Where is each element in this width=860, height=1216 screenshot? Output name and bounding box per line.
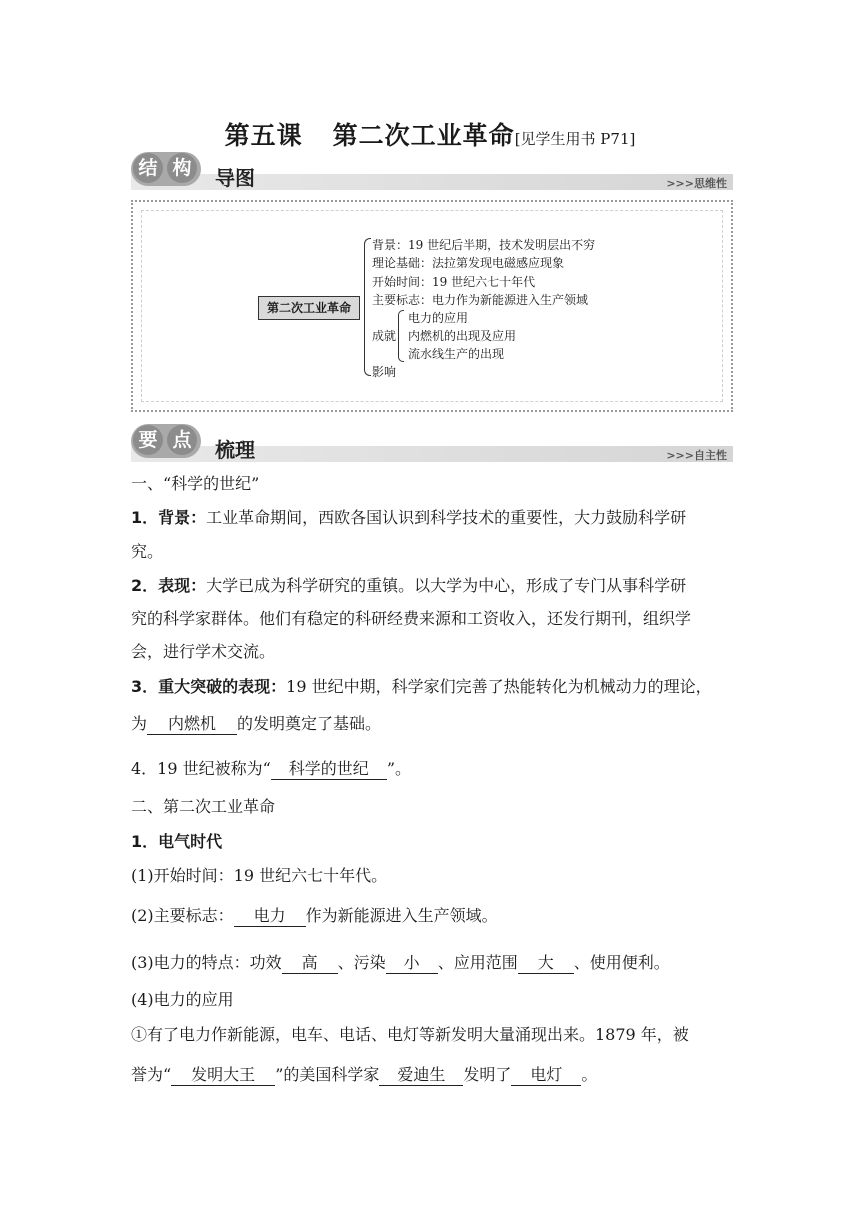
- paragraph-fill-line: [131, 953, 670, 974]
- mindmap-item: 背景：19 世纪后半期，技术发明层出不穷: [372, 238, 596, 252]
- paragraph-text: (4)电力的应用: [131, 990, 234, 1009]
- section-tag: >>>思维性: [666, 177, 727, 190]
- section-tag: >>>自主性: [666, 449, 727, 462]
- mindmap-item: 理论基础：法拉第发现电磁感应现象: [372, 256, 565, 270]
- heading-two: 二、第二次工业革命: [131, 797, 276, 816]
- lesson-number: 第五课: [224, 121, 303, 150]
- text: (3)电力的特点：功效: [131, 953, 282, 972]
- paragraph-text: 究的科学家群体。他们有稳定的科研经费来源和工资收入，还发行期刊，组织学: [131, 609, 692, 628]
- answer-blank: 电力: [234, 906, 306, 927]
- item-label: 3．重大突破的表现：: [131, 677, 287, 696]
- heading-one: 一、“科学的世纪”: [131, 474, 260, 493]
- banner-pill-char: 点: [167, 425, 197, 455]
- mindmap-sub-brace: [398, 310, 404, 362]
- answer-blank: 小: [386, 953, 438, 974]
- banner-pill-char: 构: [167, 153, 197, 183]
- answer-blank: 发明大王: [171, 1065, 275, 1086]
- text: ”的美国科学家: [275, 1065, 380, 1084]
- answer-blank: 爱迪生: [379, 1065, 463, 1086]
- paragraph-text: ①有了电力作新能源，电车、电话、电灯等新发明大量涌现出来。1879 年，被: [131, 1025, 689, 1044]
- text: 发明了: [463, 1065, 512, 1084]
- text: 的发明奠定了基础。: [237, 714, 382, 733]
- paragraph-fill-line: [131, 759, 411, 780]
- text: 为: [131, 714, 148, 733]
- page-reference: [见学生用书 P71]: [514, 130, 636, 148]
- text: 4．19 世纪被称为“: [131, 759, 271, 778]
- text: (2)主要标志：: [131, 906, 234, 925]
- answer-blank: 电灯: [511, 1065, 581, 1086]
- paragraph-background: [131, 508, 686, 528]
- mindmap-item: 主要标志：电力作为新能源进入生产领域: [372, 293, 589, 307]
- mindmap-center-node: 第二次工业革命: [258, 296, 360, 320]
- banner-pill-char: 要: [133, 425, 163, 455]
- paragraph-performance: [131, 576, 686, 596]
- text: 、使用便利。: [573, 953, 670, 972]
- mindmap-item: 成就: [372, 329, 397, 343]
- section-banner-keypoints: [131, 424, 733, 466]
- mindmap-item: 开始时间：19 世纪六七十年代: [372, 275, 536, 289]
- text: 作为新能源进入生产领域。: [305, 906, 498, 925]
- paragraph-text: 19 世纪中期，科学家们完善了热能转化为机械动力的理论，: [286, 677, 712, 696]
- lesson-name: 第二次工业革命: [332, 121, 515, 150]
- paragraph-text: 大学已成为科学研究的重镇。以大学为中心，形成了专门从事科学研: [206, 576, 687, 595]
- paragraph-text: 会，进行学术交流。: [131, 642, 276, 661]
- answer-blank: 内燃机: [147, 714, 237, 735]
- item-label: 2．表现：: [131, 576, 207, 595]
- text: 誉为“: [131, 1065, 172, 1084]
- mindmap-subitem: 电力的应用: [408, 311, 469, 325]
- banner-pill-char: 结: [133, 153, 163, 183]
- section-banner-structure: [131, 152, 733, 194]
- answer-blank: 大: [518, 953, 574, 974]
- answer-blank: 高: [282, 953, 338, 974]
- mindmap-main-brace: [364, 238, 371, 376]
- text: 、应用范围: [437, 953, 518, 972]
- text: 、污染: [337, 953, 386, 972]
- mindmap-subitem: 流水线生产的出现: [408, 347, 505, 361]
- text: 。: [581, 1065, 598, 1084]
- text: ”。: [386, 759, 411, 778]
- answer-blank: 科学的世纪: [271, 759, 387, 780]
- paragraph-fill-line: [131, 906, 498, 927]
- paragraph-text: 究。: [131, 542, 164, 561]
- paragraph-fill-line: [131, 714, 381, 735]
- paragraph-text: 工业革命期间，西欧各国认识到科学技术的重要性，大力鼓励科学研: [206, 508, 687, 527]
- section-heading: 梳理: [215, 438, 255, 462]
- paragraph-text: (1)开始时间：19 世纪六七十年代。: [131, 866, 388, 885]
- page-title: [0, 116, 860, 152]
- mindmap-item: 影响: [372, 365, 397, 379]
- subheading: 1．电气时代: [131, 832, 223, 851]
- mindmap-subitem: 内燃机的出现及应用: [408, 329, 517, 343]
- section-heading: 导图: [215, 166, 255, 190]
- item-label: 1．背景：: [131, 508, 207, 527]
- paragraph-breakthrough: [131, 677, 712, 697]
- paragraph-fill-line: [131, 1065, 597, 1086]
